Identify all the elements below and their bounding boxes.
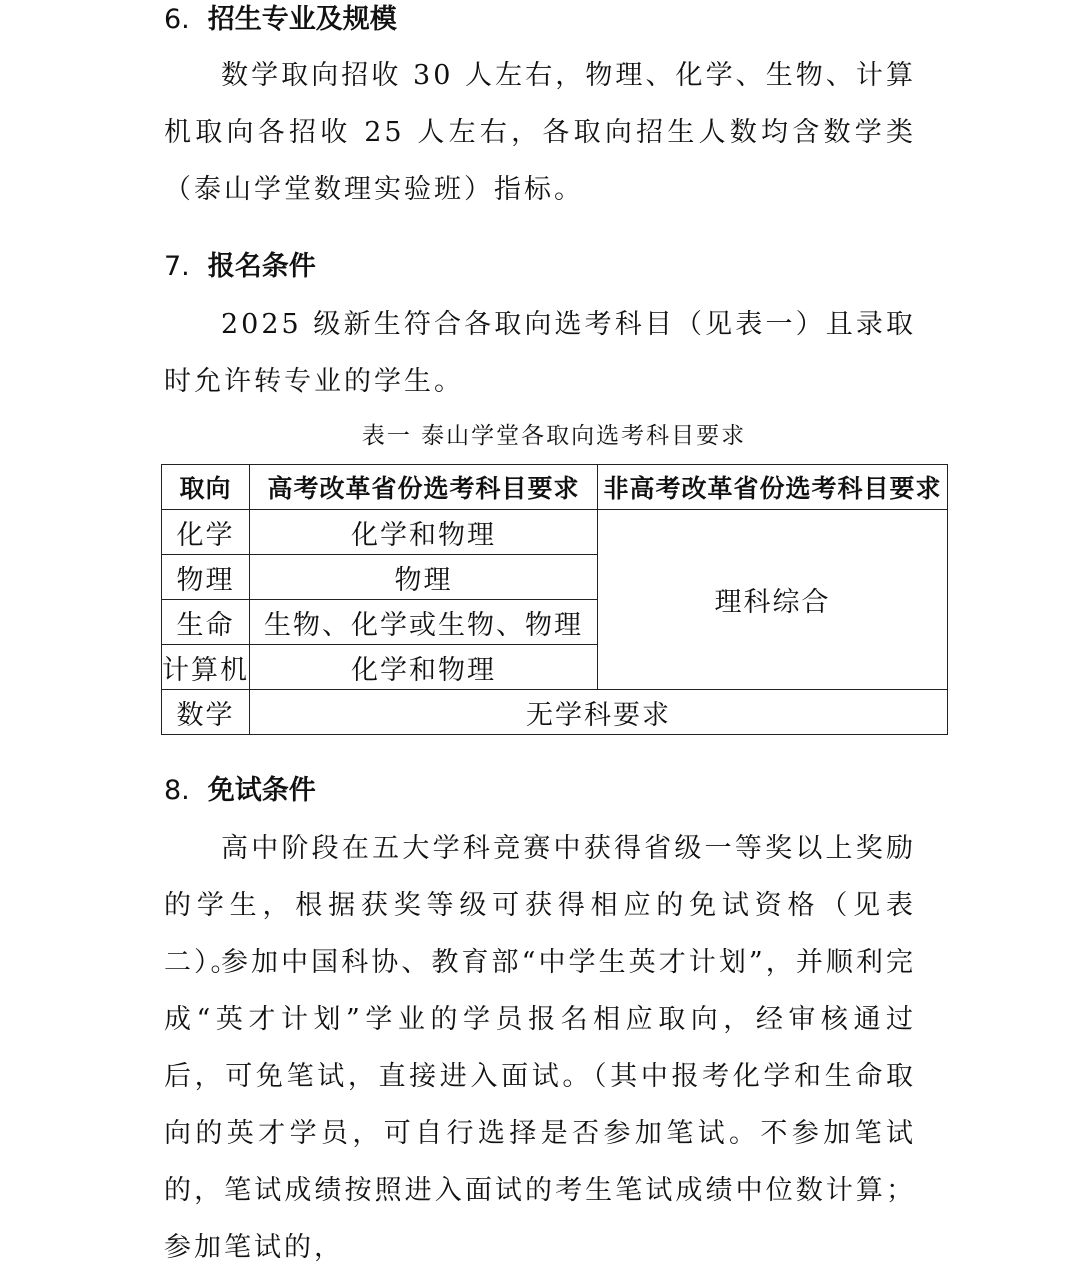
section-7-number: 7. (164, 251, 190, 282)
section-8-paragraph-1: 高中阶段在五大学科竞赛中获得省级一等奖以上奖励的学生，根据获奖等级可获得相应的免试资格（见表二）。 (164, 833, 916, 978)
reform-cell: 化学和物理 (250, 645, 598, 690)
section-6-title: 招生专业及规模 (207, 4, 397, 35)
table-header-row (162, 465, 948, 510)
track-cell: 生命 (162, 600, 250, 645)
section-8-heading (164, 773, 316, 809)
reform-cell: 生物、化学或生物、物理 (250, 600, 598, 645)
section-8-paragraph-2: 参加中国科协、教育部“中学生英才计划”，并顺利完成“英才计划”学业的学员报名相应取向，经审核通过后，可免笔试，直接进入面试。（其中报考化学和生命取向的英才学员，可自行选择是否参加笔试。不参加笔试的，笔试成绩按照进入面试的考生笔试成绩中位数计算；参加笔试的， (164, 947, 916, 1263)
section-8-number: 8. (164, 775, 190, 806)
table-caption: 表一 泰山学堂各取向选考科目要求 (361, 423, 747, 449)
nonreform-merged-cell: 理科综合 (598, 510, 948, 690)
table-row (162, 690, 948, 735)
subject-requirements-table (161, 464, 948, 735)
track-cell: 计算机 (162, 645, 250, 690)
table-row (162, 510, 948, 555)
section-7-title: 报名条件 (207, 251, 316, 282)
section-7-heading (164, 249, 316, 285)
section-6-paragraph: 数学取向招收 30 人左右，物理、化学、生物、计算机取向各招收 25 人左右，各取向招生人数均含数学类（泰山学堂数理实验班）指标。 (164, 60, 916, 205)
track-cell: 化学 (162, 510, 250, 555)
section-7-paragraph: 2025 级新生符合各取向选考科目（见表一）且录取时允许转专业的学生。 (164, 309, 916, 397)
reform-cell: 物理 (250, 555, 598, 600)
header-nonreform: 非高考改革省份选考科目要求 (598, 465, 948, 510)
section-6-number: 6. (164, 4, 190, 35)
reform-cell: 化学和物理 (250, 510, 598, 555)
math-track-cell: 数学 (162, 690, 250, 735)
section-8-title: 免试条件 (207, 775, 316, 806)
math-requirement-cell: 无学科要求 (250, 690, 948, 735)
section-6-heading (164, 2, 397, 38)
header-track: 取向 (162, 465, 250, 510)
header-reform: 高考改革省份选考科目要求 (250, 465, 598, 510)
track-cell: 物理 (162, 555, 250, 600)
